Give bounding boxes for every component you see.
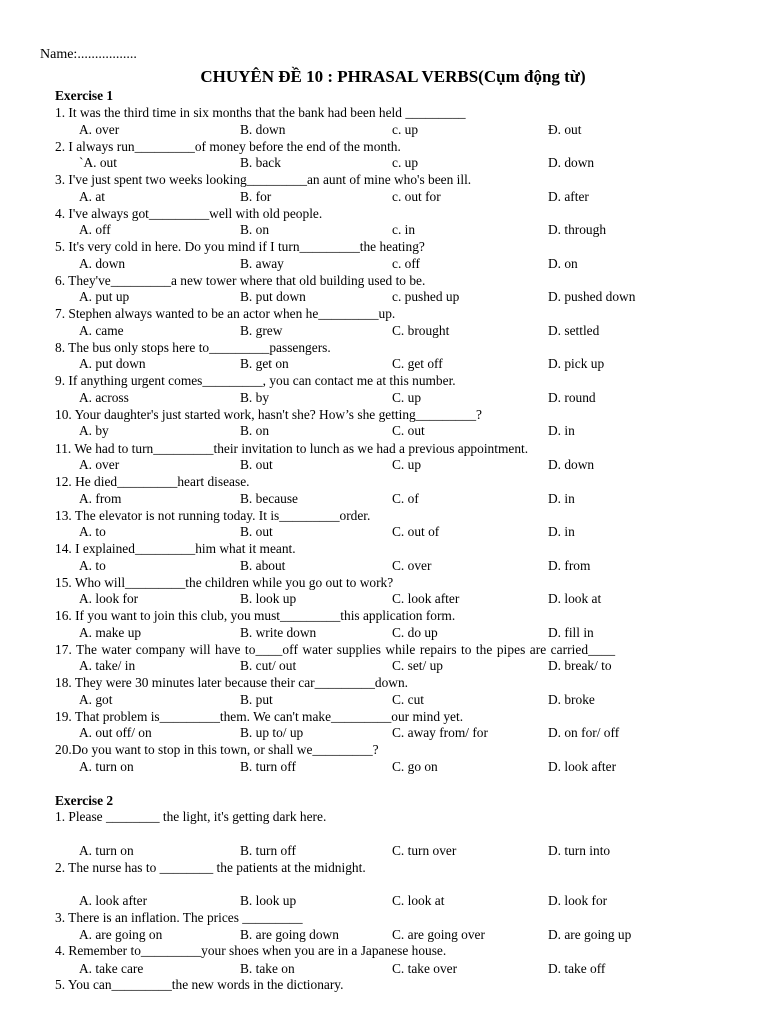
question-text: 18. They were 30 minutes later because their car_________down. [55,675,409,691]
answer-option-d: D. pushed down [548,289,636,305]
answer-option-a: `A. out [79,155,117,171]
answer-option-a: A. put up [79,289,130,305]
answer-option-d: D. look after [548,758,617,774]
question-text: 4. I've always got_________well with old people. [55,205,323,221]
answer-option-d: D. settled [548,322,600,338]
answer-option-c: C. go on [392,758,438,774]
answer-option-a: A. put down [79,356,146,372]
question-text: 12. He died_________heart disease. [55,474,250,490]
answer-option-b: B. put down [240,289,306,305]
exercise-2-heading: Exercise 2 [55,793,114,808]
answer-option-b: B. turn off [240,758,296,774]
answer-option-b: B. out [240,524,273,540]
question-text: 10. Your daughter's just started work, hasn't she? How’s she getting_________? [55,406,482,422]
answer-option-d: D. on [548,255,578,271]
answer-option-d: D. pick up [548,356,605,372]
answer-option-d: D. turn into [548,843,611,858]
answer-option-a: A. came [79,322,124,338]
question-text: 16. If you want to join this club, you must_________this application form. [55,608,456,624]
answer-option-a: A. take care [79,961,144,976]
question-text: 5. You can_________the new words in the dictionary. [55,977,344,992]
answer-option-d: D. in [548,524,575,540]
answer-option-d: D. take off [548,961,606,976]
answer-option-b: B. look up [240,893,297,908]
page-title: CHUYÊN ĐỀ 10 : PHRASAL VERBS(Cụm động từ) [200,67,586,86]
answer-option-d: D. down [548,457,595,472]
question-text: 1. Please ________ the light, it's getting dark here. [55,809,327,824]
answer-option-c: C. up [392,457,422,472]
answer-option-c: c. off [392,255,421,271]
question-text: 19. That problem is_________them. We can't make_________our mind yet. [55,708,464,724]
answer-option-b: B. down [240,121,286,137]
answer-option-c: c. out for [392,188,441,204]
answer-option-b: B. for [240,188,272,204]
answer-option-b: B. because [240,490,299,506]
question-text: 1. It was the third time in six months that the bank had been held _________ [55,105,466,120]
question-text: 14. I explained_________him what it meant. [55,541,296,557]
answer-option-b: B. turn off [240,843,296,858]
answer-option-a: A. by [79,423,109,439]
answer-option-c: c. pushed up [392,289,460,305]
question-text: 13. The elevator is not running today. It is_________order. [55,507,371,523]
answer-option-a: A. from [79,490,122,506]
answer-option-c: C. look after [392,591,460,607]
question-text: 2. The nurse has to ________ the patients at the midnight. [55,860,366,875]
question-text: 7. Stephen always wanted to be an actor when he_________up. [55,306,396,322]
answer-option-d: D. round [548,389,596,405]
answer-option-b: B. get on [240,356,289,372]
question-text: 8. The bus only stops here to_________passengers. [55,339,331,355]
answer-option-c: C. are going over [392,927,485,942]
answer-option-a: A. look for [79,591,139,607]
question-text: 3. There is an inflation. The prices _________ [55,910,303,925]
answer-option-c: C. brought [392,322,450,338]
answer-option-d: D. after [548,188,589,204]
answer-option-a: A. are going on [79,927,163,942]
answer-option-c: C. do up [392,624,438,640]
answer-option-d: D. are going up [548,927,632,942]
answer-option-c: C. of [392,490,419,506]
question-text: 15. Who will_________the children while you go out to work? [55,574,394,590]
question-text: 4. Remember to_________your shoes when you are in a Japanese house. [55,943,447,958]
name-field-label: Name:................. [40,47,137,62]
answer-option-a: A. across [79,389,129,405]
answer-option-d: D. down [548,155,595,171]
answer-option-b: B. grew [240,322,283,338]
answer-option-d: Đ. out [548,121,582,137]
answer-option-a: A. take/ in [79,658,136,674]
answer-option-c: c. up [392,155,419,171]
answer-option-b: B. look up [240,591,297,607]
answer-option-c: C. out of [392,524,440,540]
answer-option-d: D. broke [548,691,595,707]
answer-option-c: C. turn over [392,843,457,858]
answer-option-d: D. look for [548,893,608,908]
answer-option-b: B. out [240,457,273,472]
answer-option-c: C. set/ up [392,658,443,674]
answer-option-c: C. look at [392,893,445,908]
answer-option-b: B. on [240,423,270,439]
answer-option-a: A. turn on [79,843,134,858]
answer-option-d: D. through [548,222,607,238]
question-text: 5. It's very cold in here. Do you mind if I turn_________the heating? [55,239,425,255]
answer-option-b: B. write down [240,624,317,640]
answer-option-a: A. over [79,457,120,472]
answer-option-d: D. look at [548,591,602,607]
answer-option-b: B. back [240,155,281,171]
answer-option-b: B. take on [240,961,295,976]
answer-option-c: C. cut [392,691,424,707]
question-text: 9. If anything urgent comes_________, you can contact me at this number. [55,373,456,389]
answer-option-b: B. by [240,389,270,405]
answer-option-c: C. out [392,423,425,439]
answer-option-a: A. make up [79,624,142,640]
answer-option-c: C. up [392,389,422,405]
answer-option-a: A. to [79,557,106,573]
question-text: 20.Do you want to stop in this town, or shall we_________? [55,742,379,758]
answer-option-a: A. at [79,188,106,204]
answer-option-b: B. put [240,691,273,707]
answer-option-b: B. away [240,255,284,271]
answer-option-d: D. from [548,557,591,573]
answer-option-b: B. up to/ up [240,725,304,741]
answer-option-b: B. about [240,557,286,573]
answer-option-a: A. look after [79,893,148,908]
answer-option-b: B. are going down [240,927,339,942]
question-text: 11. We had to turn_________their invitation to lunch as we had a previous appointment. [55,440,529,456]
answer-option-a: A. got [79,691,113,707]
answer-option-b: B. on [240,222,270,238]
answer-option-d: D. on for/ off [548,725,620,741]
answer-option-a: A. down [79,255,126,271]
exercise-1-heading: Exercise 1 [55,88,114,103]
question-text: 3. I've just spent two weeks looking_________an aunt of mine who's been ill. [55,172,472,188]
answer-option-d: D. in [548,423,575,439]
question-text: 17. The water company will have to____off water supplies while repairs to the pipes are carried____ [55,641,616,657]
answer-option-c: c. in [392,222,416,238]
answer-option-c: C. over [392,557,432,573]
question-text: 2. I always run_________of money before the end of the month. [55,138,401,154]
answer-option-a: A. over [79,121,120,137]
answer-option-a: A. out off/ on [79,725,152,741]
answer-option-c: C. get off [392,356,443,372]
question-text: 6. They've_________a new tower where that old building used to be. [55,272,426,288]
answer-option-c: c. up [392,121,419,137]
answer-option-d: D. fill in [548,624,594,640]
answer-option-b: B. cut/ out [240,658,297,674]
answer-option-d: D. in [548,490,575,506]
answer-option-c: C. take over [392,961,458,976]
answer-option-a: A. to [79,524,106,540]
answer-option-d: D. break/ to [548,658,612,674]
answer-option-c: C. away from/ for [392,725,488,741]
answer-option-a: A. off [79,222,111,238]
answer-option-a: A. turn on [79,758,134,774]
